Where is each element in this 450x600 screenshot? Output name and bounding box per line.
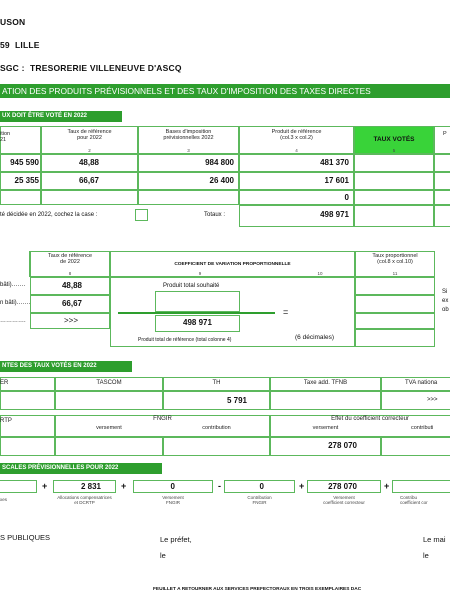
s4-label-3: Contribution FNGIR	[247, 495, 272, 505]
s3-tva-value: >>>	[427, 397, 438, 403]
s3-fngir-contribution: contribution	[202, 425, 231, 431]
col-no-11: 11	[392, 271, 398, 276]
row2-taux-ref: 66,67	[78, 176, 99, 185]
row2-base2021: 25 355	[14, 176, 39, 185]
s3-th-value: 5 791	[226, 396, 247, 405]
side-text-1: Si	[442, 289, 448, 295]
s3-coef-contribution: contributi	[411, 425, 434, 431]
s4-op-1: +	[121, 481, 127, 491]
s3-h-tfnb: Taxe add. TFNB	[303, 380, 348, 386]
s2-row1-label: bâti)…….	[0, 282, 26, 288]
s4-label-1: Allocations compensatrices et DCRTP	[57, 495, 112, 505]
s4-op-2: -	[218, 481, 221, 491]
sgc-value: TRESORERIE VILLENEUVE D'ASCQ	[30, 63, 182, 73]
s3-h-rtp: RTP	[0, 418, 12, 424]
s3-h-tva: TVA nationa	[405, 380, 438, 386]
s3-h-er: ER	[0, 380, 9, 386]
s4-box-5	[392, 480, 450, 493]
col-produit-header: Produit de référence (col.3 x col.2)	[271, 129, 322, 142]
row2-produit: 17 601	[324, 176, 349, 185]
decimals-note: (6 décimales)	[295, 334, 335, 341]
maire-le: le	[423, 551, 429, 560]
section4-bar	[0, 463, 162, 474]
side-text-2: ex	[442, 298, 449, 304]
total-produit: 498 971	[320, 210, 349, 219]
s4-label-5: Contribu coefficient cor	[400, 495, 428, 505]
s3-fngir-versement: versement	[96, 425, 122, 431]
variation-checkbox[interactable]	[135, 209, 148, 221]
col-no-5: 5	[392, 148, 396, 153]
s4-op-0: +	[42, 481, 48, 491]
s3-h-th: TH	[212, 380, 221, 386]
produit-ref-label: Produit total de référence (total colonne 4)	[138, 337, 232, 343]
commune-name: USON	[0, 17, 26, 27]
col-no-8: 8	[68, 271, 72, 276]
taux-vote-input-1[interactable]	[354, 154, 434, 172]
taux-vote-input-3[interactable]	[354, 190, 434, 205]
s2-taux-3: >>>	[63, 316, 78, 325]
row1-bases: 984 800	[205, 158, 234, 167]
s4-value-3: 0	[259, 482, 264, 491]
s3-h-tascom: TASCOM	[96, 380, 122, 386]
section3-title: NTES DES TAUX VOTÉS EN 2022	[2, 363, 97, 369]
totaux-label: Totaux :	[204, 212, 226, 218]
col-taux-ref-header: Taux de référence pour 2022	[67, 129, 112, 142]
col-bases-header: Bases d'imposition prévisionnelles 2022	[163, 129, 214, 142]
coef-header: COEFFICIENT DE VARIATION PROPORTIONNELLE	[174, 262, 291, 267]
row3-produit: 0	[344, 193, 349, 202]
s4-op-3: +	[299, 481, 305, 491]
section1-bar	[0, 111, 122, 122]
s4-label-0: xes	[0, 497, 8, 502]
section4-title: SCALES PRÉVISIONNELLES POUR 2022	[2, 465, 119, 471]
section1-title: UX DOIT ÊTRE VOTÉ EN 2022	[2, 113, 88, 119]
col-p-header: P	[443, 131, 447, 137]
s4-value-1: 2 831	[80, 482, 101, 491]
row1-produit: 481 370	[320, 158, 349, 167]
s4-label-4: Versement coefficient correcteur	[323, 495, 365, 505]
s2-row3-label: ………….	[0, 318, 26, 324]
col-no-4: 4	[295, 148, 298, 153]
produit-souhaite-input[interactable]	[155, 291, 240, 312]
commune-code: 59	[0, 40, 10, 50]
s4-value-4: 278 070	[328, 482, 357, 491]
s2-taux-1: 48,88	[61, 281, 82, 290]
checkbox-note: té décidée en 2022, cochez la case :	[0, 212, 98, 218]
prefet-le: le	[160, 551, 166, 560]
col-no-10: 10	[317, 271, 323, 276]
s2-row2-label: n bâti)…….	[0, 300, 31, 306]
row1-taux-ref: 48,88	[78, 158, 99, 167]
s4-op-4: +	[384, 481, 390, 491]
col-taux-votes-header: TAUX VOTÉS	[373, 136, 415, 143]
banner-title: ATION DES PRODUITS PRÉVISIONNELS ET DES TAUX D'IMPOSITION DES TAXES DIRECTES	[2, 86, 371, 96]
s3-h-coef-correcteur: Effet du coefficient correcteur	[331, 416, 409, 422]
s3-coef-versement: versement	[312, 425, 339, 431]
equals-sign: =	[283, 307, 289, 317]
s4-value-2: 0	[170, 482, 175, 491]
s4-label-2: Versement FNGIR	[162, 495, 184, 505]
sgc-label: SGC :	[0, 63, 25, 73]
s4-box-0	[0, 480, 37, 493]
taux-vote-input-2[interactable]	[354, 172, 434, 190]
section3-bar	[0, 361, 132, 372]
row2-bases: 26 400	[209, 176, 234, 185]
col-no-3: 3	[187, 148, 190, 153]
produit-souhaite-label: Produit total souhaité	[163, 283, 220, 289]
prefet-label: Le préfet,	[160, 535, 192, 544]
s2-taux-2: 66,67	[61, 299, 82, 308]
produit-ref-value: 498 971	[183, 318, 212, 327]
s2-taux-prop-header: Taux proportionnel (col.8 x col.10)	[372, 253, 418, 266]
col-no-2: 2	[88, 148, 91, 153]
row1-base2021: 945 590	[10, 158, 39, 167]
col-no-9: 9	[198, 271, 202, 276]
footer-left: S PUBLIQUES	[0, 533, 51, 542]
s3-h-fngir: FNGIR	[153, 416, 172, 422]
commune-city: LILLE	[15, 40, 40, 50]
footer-bottom: FEUILLET A RETOURNER AUX SERVICES PREFECTORAUX EN TROIS EXEMPLAIRES DAC	[153, 587, 362, 592]
side-text-3: ob	[442, 307, 449, 313]
col-base2021-header: ition 21	[0, 131, 11, 144]
s3-coef-versement-value: 278 070	[328, 441, 357, 450]
s2-taux-ref-header: Taux de référence de 2022	[47, 253, 93, 266]
page-banner	[0, 84, 450, 98]
maire-label: Le mai	[423, 535, 446, 544]
fraction-line	[118, 312, 275, 314]
